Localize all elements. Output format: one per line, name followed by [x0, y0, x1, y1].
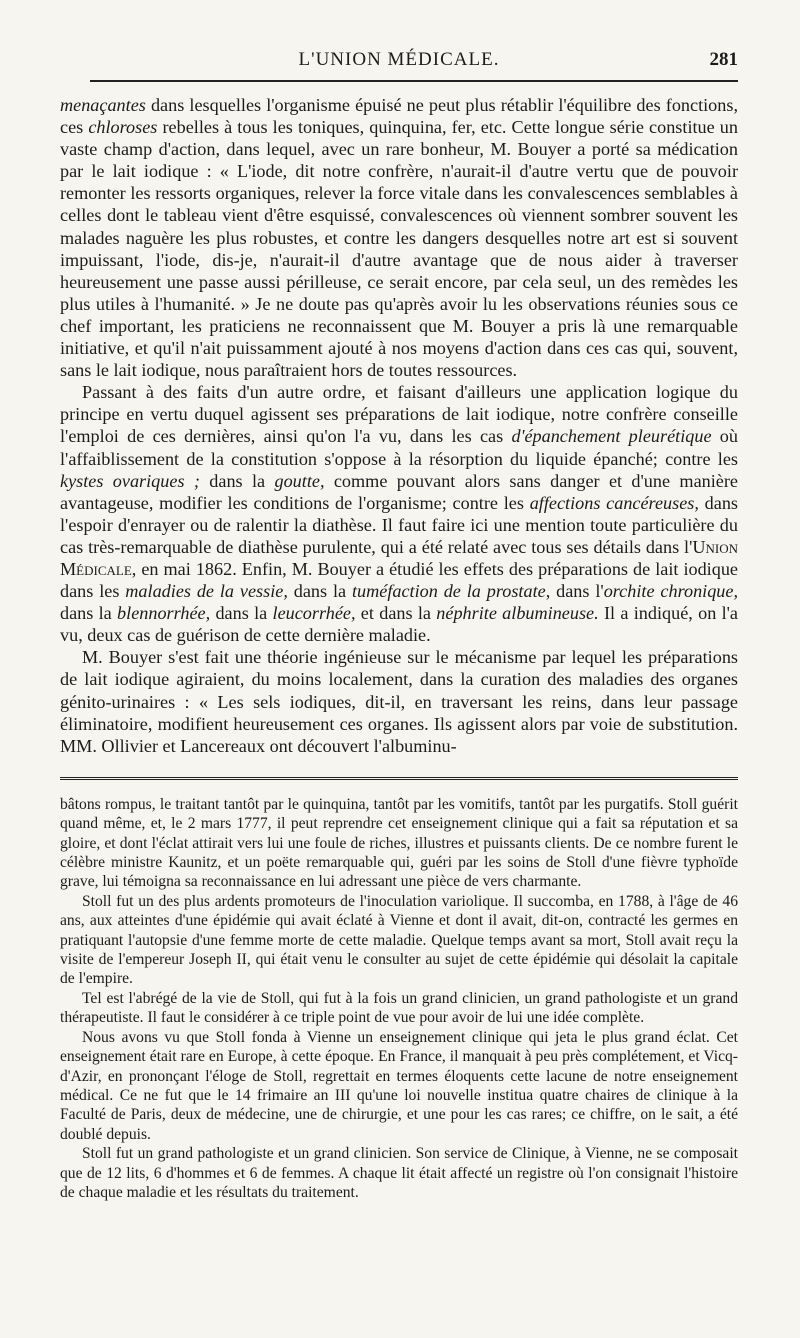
footnote-paragraph: Stoll fut un grand pathologiste et un grand clinicien. Son service de Clinique, à Vienne, ne se composait que de 12 lits, 6 d'hommes et 6 de femmes. A chaque lit était affecté un registre où l'on consignait l'histoire de chaque maladie et les résultats du traitement. [60, 1145, 738, 1201]
page-number: 281 [709, 49, 738, 70]
running-title: L'UNION MÉDICALE. [298, 49, 500, 70]
italic-term: néphrite albumineuse. [436, 603, 599, 624]
paragraph-2: Passant à des faits d'un autre ordre, et faisant d'ailleurs une application logique du principe en vertu duquel agissent ses préparations de lait iodique, notre confrère conseille l'emploi de ces dernières, ainsi qu'on l'a vu, dans les cas d'épanchement pleurétique où l'affaiblissement de la constitution s'oppose à la résorption du liquide épanché; contre les kystes ovariques ; dans la goutte, comme pouvant alors sans danger et d'une manière avantageuse, modifier les conditions de l'organisme; contre les affections cancéreuses, dans l'espoir d'enrayer ou de ralentir la diathèse. Il faut faire ici une mention toute particulière du cas très-remarquable de diathèse purulente, qui a été relaté avec tous ses détails dans l'Union Médicale, en mai 1862. Enfin, M. Bouyer a étudié les effets des préparations de lait iodique dans les maladies de la vessie, dans la tuméfaction de la prostate, dans l'orchite chronique, dans la blennorrhée, dans la leucorrhée, et dans la néphrite albumineuse. Il a indiqué, on l'a vu, deux cas de guérison de cette dernière maladie. [60, 382, 739, 646]
paragraph-1: menaçantes dans lesquelles l'organisme épuisé ne peut plus rétablir l'équilibre des fonctions, ces chloroses rebelles à tous les toniques, quinquina, fer, etc. Cette longue série constitue un vaste champ d'action, dans lequel, avec un rare bonheur, M. Bouyer a porté sa médication par le lait iodique : « L'iode, dit notre confrère, n'aurait-il d'autre vertu que de pouvoir remonter les ressorts organiques, relever la force vitale dans les convalescences semblables à celles dont le tableau vient d'être esquissé, convalescences où viennent sombrer souvent les malades naguère les plus robustes, et contre les dangers desquelles notre art est si souvent impuissant, l'iode, dis-je, n'aurait-il d'autre avantage que de nous aider à traverser heureusement une passe aussi périlleuse, ce serait encore, par cela seul, un des remèdes les plus utiles à l'humanité. » Je ne doute pas qu'après avoir lu les observations réunies sous ce chef important, les praticiens ne reconnaissent que M. Bouyer a pris là une remarquable initiative, et qu'il n'ait puissamment ajouté à nos moyens d'action dans ces cas qui, souvent, sans le lait iodique, nous paraîtraient hors de toutes ressources. [60, 95, 738, 381]
italic-term: maladies de la vessie, [125, 581, 288, 602]
footnotes [60, 783, 738, 1203]
main-text [60, 80, 738, 757]
footnote-paragraph: bâtons rompus, le traitant tantôt par le quinquina, tantôt par les vomitifs, tantôt par les purgatifs. Stoll guérit quand même, et, le 2 mars 1777, il peut reprendre cet enseignement clinique qui a fait sa réputation et sa gloire, et dont l'éclat attirait vers lui une foule de riches, illustres et puissants clients. De ce nombre furent le célèbre ministre Kaunitz, et un poëte remarquable qui, guéri par les soins de Stoll d'une fièvre typhoïde grave, lui témoigna sa reconnaissance en lui adressant une pièce de vers charmante. [60, 795, 738, 891]
italic-term: d'épanchement pleurétique [511, 426, 712, 447]
footnote-paragraph: Nous avons vu que Stoll fonda à Vienne un enseignement clinique qui jeta le plus grand éclat. Cet enseignement était rare en Europe, à cette époque. En France, il manquait à peu près complétement, et Vicq-d'Azir, en prononçant l'éloge de Stoll, regrettait en termes éloquents cette lacune de notre enseignement médical. Ce ne fut que le 14 frimaire an III qu'une loi nouvelle institua quatre chaires de clinique à la Faculté de Paris, deux de médecine, une de chirurgie, et une pour les cas rares; ce chiffre, on le sait, a été doublé depuis. [60, 1028, 738, 1143]
italic-term: chloroses [88, 117, 158, 138]
header-rule [90, 80, 738, 82]
footnote-paragraph: Tel est l'abrégé de la vie de Stoll, qui fut à la fois un grand clinicien, un grand pathologiste et un grand thérapeutiste. Il faut le considérer à ce triple point de vue pour avoir de lui une idée complète. [60, 989, 738, 1027]
italic-term: blennorrhée, [117, 603, 211, 624]
italic-term: tuméfaction de la prostate, [351, 581, 551, 602]
paragraph-3: M. Bouyer s'est fait une théorie ingénieuse sur le mécanisme par lequel les préparations de lait iodique agiraient, du moins localement, dans la curation des maladies des organes génito-urinaires : « Les sels iodiques, dit-il, en traversant les reins, dans leur passage éliminatoire, modifient heureusement ces organes. Ils agissent alors par voie de substitution. MM. Ollivier et Lancereaux ont découvert l'albuminu- [60, 647, 738, 756]
page-header [60, 0, 738, 80]
italic-term: kystes ovariques ; [60, 470, 200, 491]
footnote-paragraph: Stoll fut un des plus ardents promoteurs de l'inoculation variolique. Il succomba, en 1788, à l'âge de 46 ans, aux atteintes d'une épidémie qui avait éclaté à Vienne et dont il avait, dit-on, contracté les germes en pratiquant l'autopsie d'une femme morte de cette maladie. Quelque temps avant sa mort, Stoll avait reçu la visite de l'empereur Joseph II, qui était venu le consulter au sujet de cette épidémie qui désolait la capitale de l'empire. [60, 892, 738, 988]
italic-term: menaçantes [60, 95, 146, 115]
italic-term: affections cancéreuses, [529, 492, 699, 513]
italic-term: goutte, [274, 470, 325, 491]
italic-term: leucorrhée, [272, 603, 356, 624]
italic-term: orchite chronique, [603, 581, 739, 602]
small-caps-term: Union Médicale [60, 536, 738, 579]
